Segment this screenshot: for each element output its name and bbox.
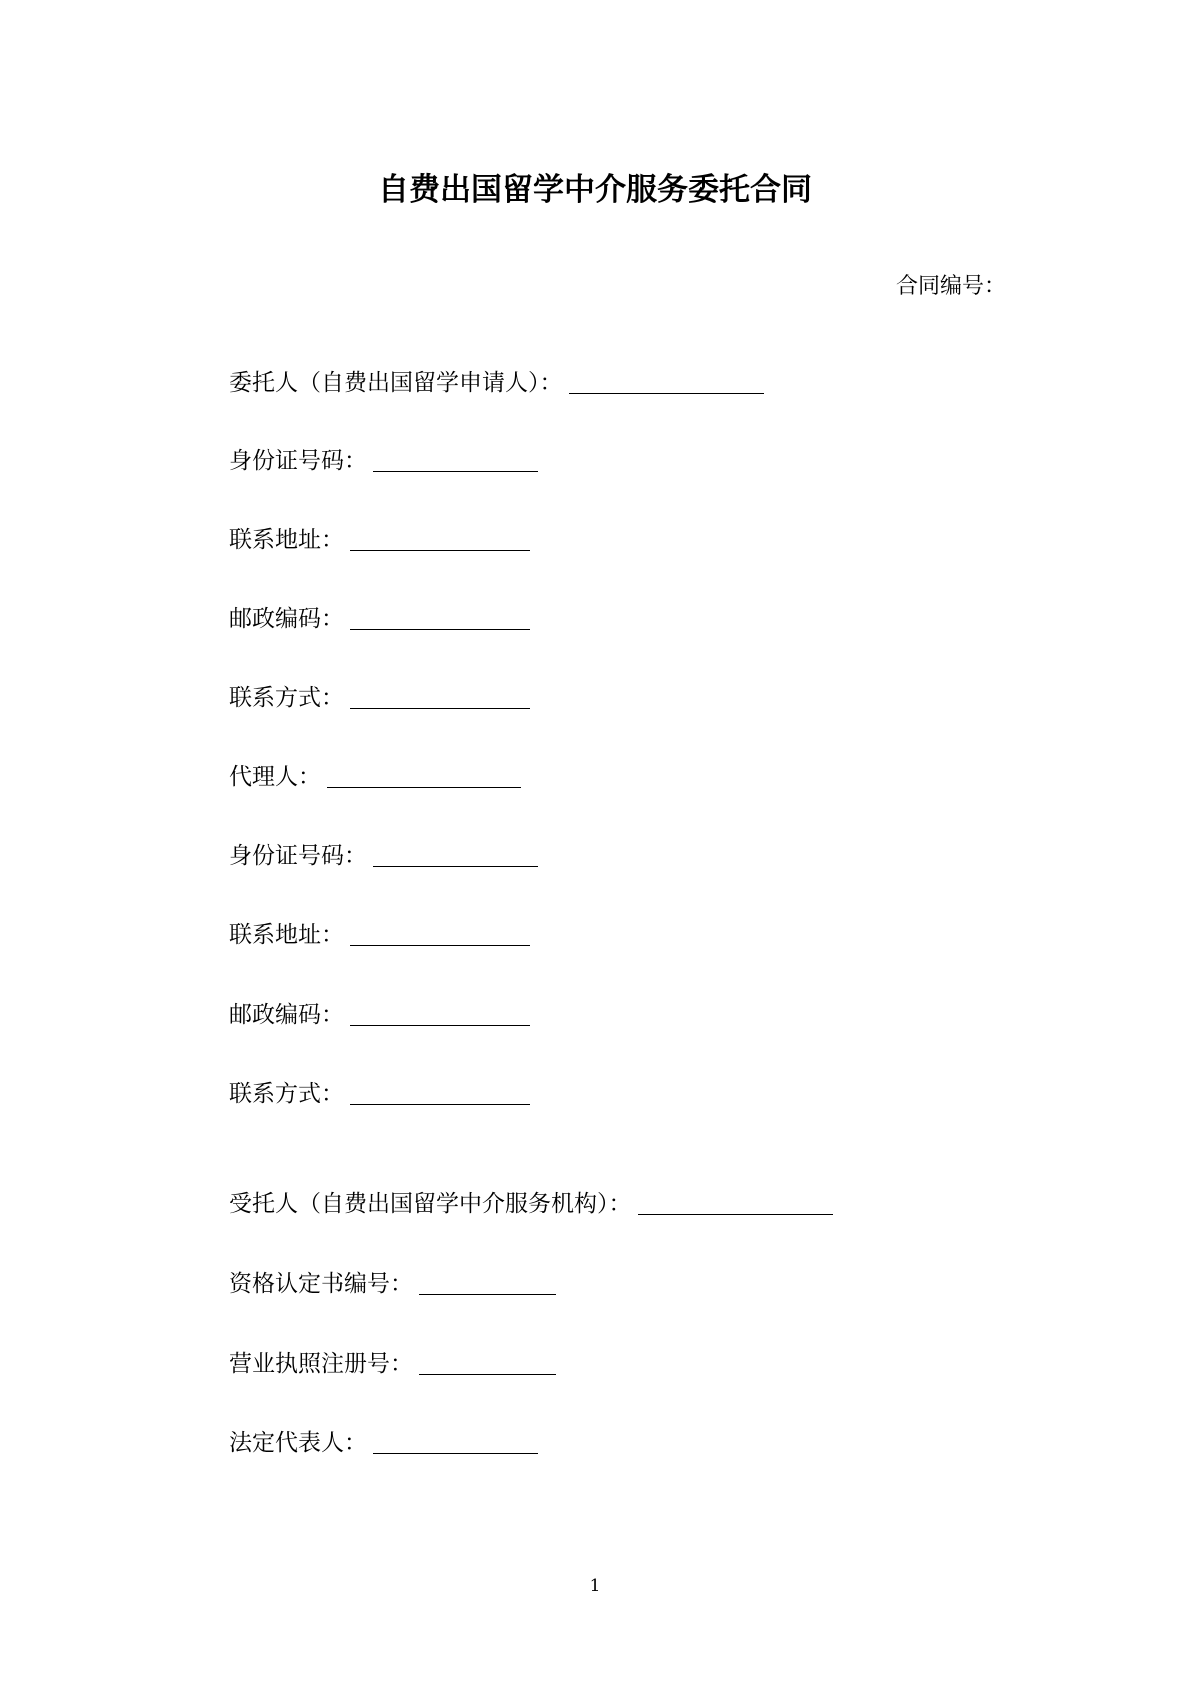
principal-postcode-blank[interactable] [350, 605, 530, 630]
principal-name-blank[interactable] [569, 369, 764, 394]
trustee-license-cert-field [229, 1265, 556, 1299]
principal-postcode-field [229, 600, 530, 634]
agent-address-field [229, 916, 530, 950]
principal-contact-blank[interactable] [350, 684, 530, 709]
agent-contact-field [229, 1075, 530, 1109]
field-label: 联系方式： [229, 1081, 344, 1107]
principal-contact-field [229, 679, 530, 713]
field-label: 身份证号码： [229, 843, 367, 869]
principal-name-field [229, 364, 764, 398]
trustee-name-blank[interactable] [638, 1190, 833, 1215]
field-label: 邮政编码： [229, 1002, 344, 1028]
field-label: 委托人（自费出国留学申请人）： [229, 370, 563, 396]
agent-address-blank[interactable] [350, 921, 530, 946]
agent-id-blank[interactable] [373, 842, 538, 867]
field-label: 受托人（自费出国留学中介服务机构）： [229, 1191, 632, 1217]
agent-id-field [229, 837, 538, 871]
agent-name-blank[interactable] [327, 763, 521, 788]
field-label: 身份证号码： [229, 448, 367, 474]
agent-name-field [229, 758, 521, 792]
field-label: 邮政编码： [229, 606, 344, 632]
trustee-license-cert-blank[interactable] [419, 1270, 556, 1295]
trustee-name-field [229, 1185, 833, 1219]
field-label: 资格认定书编号： [229, 1271, 413, 1297]
page-number: 1 [589, 1576, 601, 1596]
agent-postcode-field [229, 996, 530, 1030]
field-label: 代理人： [229, 764, 321, 790]
trustee-legal-rep-field [229, 1424, 538, 1458]
field-label: 法定代表人： [229, 1430, 367, 1456]
trustee-legal-rep-blank[interactable] [373, 1429, 538, 1454]
principal-id-blank[interactable] [373, 447, 538, 472]
principal-address-field [229, 521, 530, 555]
agent-contact-blank[interactable] [350, 1080, 530, 1105]
document-title: 自费出国留学中介服务委托合同 [378, 172, 812, 208]
agent-postcode-blank[interactable] [350, 1001, 530, 1026]
trustee-business-reg-field [229, 1345, 556, 1379]
contract-number-label: 合同编号： [896, 274, 1007, 299]
field-label: 联系方式： [229, 685, 344, 711]
field-label: 联系地址： [229, 922, 344, 948]
trustee-business-reg-blank[interactable] [419, 1350, 556, 1375]
field-label: 营业执照注册号： [229, 1351, 413, 1377]
principal-address-blank[interactable] [350, 526, 530, 551]
field-label: 联系地址： [229, 527, 344, 553]
principal-id-field [229, 442, 538, 476]
